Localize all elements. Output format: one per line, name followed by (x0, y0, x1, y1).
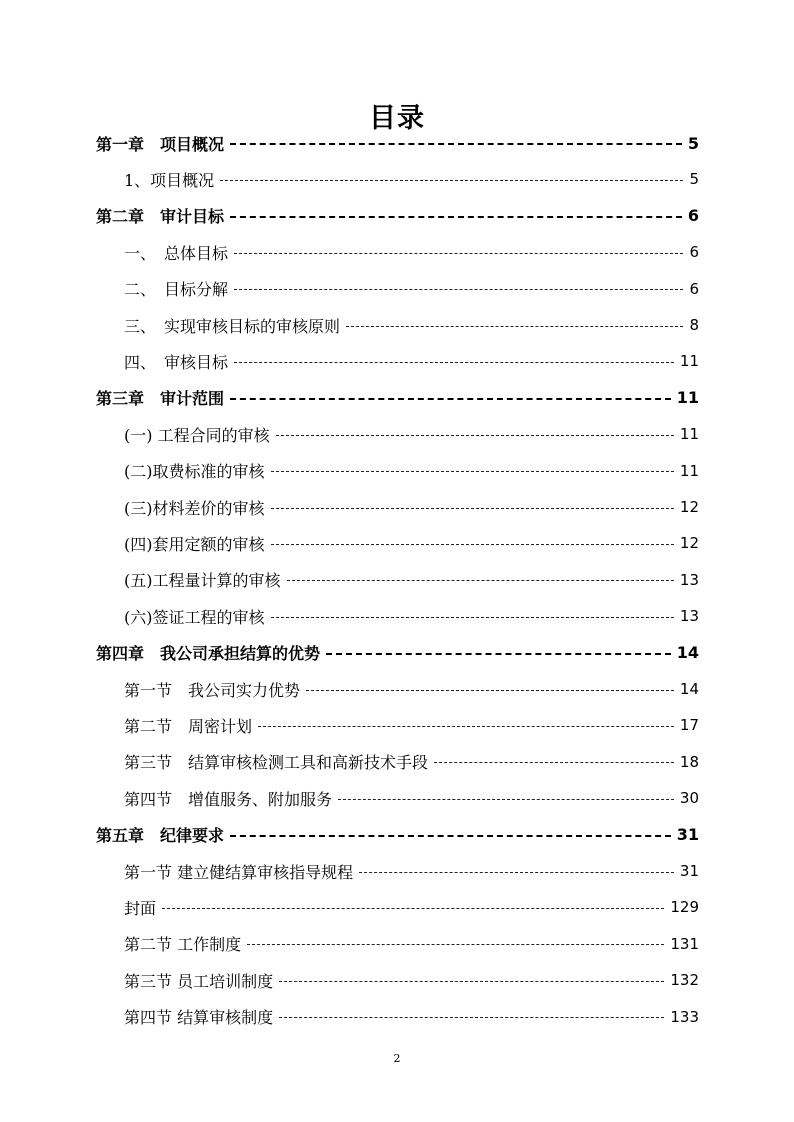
toc-section-entry[interactable] (124, 926, 699, 962)
toc-entry-label: 封面 (124, 898, 157, 918)
toc-entry-label: 第三节 结算审核检测工具和高新技术手段 (124, 753, 429, 773)
toc-entry-page-number: 6 (689, 279, 699, 298)
toc-dot-leader (434, 762, 674, 763)
toc-entry-page-number: 11 (679, 352, 699, 371)
toc-section-entry[interactable] (124, 234, 699, 270)
toc-dot-leader (306, 690, 674, 691)
toc-section-entry[interactable] (124, 744, 699, 780)
toc-dot-leader (287, 580, 674, 581)
toc-dot-leader (234, 362, 674, 363)
toc-entry-page-number: 12 (679, 534, 699, 553)
toc-section-entry[interactable] (124, 307, 699, 343)
toc-dot-leader (276, 435, 674, 436)
toc-entry-page-number: 129 (670, 898, 699, 917)
toc-entry-label: 第四节 增值服务、附加服务 (124, 789, 333, 809)
toc-entry-label: 第三章 审计范围 (96, 389, 225, 409)
toc-section-entry[interactable] (124, 707, 699, 743)
page-number: 2 (393, 1052, 401, 1065)
toc-dot-leader (234, 289, 683, 290)
page-title: 目录 (369, 103, 425, 134)
toc-dot-leader (234, 253, 683, 254)
toc-section-entry[interactable] (124, 999, 699, 1035)
toc-entry-page-number: 31 (679, 862, 699, 880)
toc-dot-leader (326, 653, 671, 655)
toc-section-entry[interactable] (124, 562, 699, 598)
toc-entry-page-number: 18 (679, 752, 699, 771)
toc-section-entry[interactable] (124, 671, 699, 707)
toc-dot-leader (230, 835, 671, 837)
toc-section-entry[interactable] (124, 343, 699, 379)
toc-dot-leader (338, 799, 674, 800)
toc-entry-label: 第五章 纪律要求 (96, 826, 225, 846)
toc-entry-page-number: 14 (679, 680, 699, 698)
toc-chapter-entry[interactable] (96, 125, 699, 161)
toc-entry-label: 第二章 审计目标 (96, 207, 225, 227)
toc-chapter-entry[interactable] (96, 198, 699, 234)
toc-dot-leader (230, 398, 671, 400)
toc-entry-label: 第一章 项目概况 (96, 134, 225, 154)
toc-entry-label: 第二节 周密计划 (124, 716, 253, 736)
toc-entry-page-number: 31 (676, 825, 699, 845)
toc-entry-label: 第三节 员工培训制度 (124, 971, 274, 991)
toc-entry-label: (一) 工程合同的审核 (124, 425, 270, 445)
toc-section-entry[interactable] (124, 598, 699, 634)
toc-dot-leader (258, 726, 674, 727)
toc-entry-label: (六)签证工程的审核 (124, 607, 265, 627)
toc-entry-page-number: 13 (679, 607, 699, 626)
toc-entry-page-number: 13 (679, 570, 699, 589)
toc-entry-page-number: 132 (670, 971, 699, 990)
toc-entry-page-number: 131 (670, 934, 699, 953)
toc-entry-page-number: 11 (679, 461, 699, 480)
toc-dot-leader (230, 143, 682, 145)
toc-entry-label: 1、项目概况 (124, 170, 215, 190)
toc-section-entry[interactable] (124, 416, 699, 452)
toc-entry-label: (五)工程量计算的审核 (124, 571, 281, 591)
toc-entry-label: 第四节 结算审核制度 (124, 1008, 274, 1028)
toc-entry-label: 三、 实现审核目标的审核原则 (124, 316, 341, 336)
toc-entry-page-number: 133 (670, 1007, 699, 1026)
toc-chapter-entry[interactable] (96, 817, 699, 853)
toc-dot-leader (279, 981, 664, 982)
toc-section-entry[interactable] (124, 889, 699, 925)
toc-dot-leader (271, 471, 674, 472)
toc-dot-leader (220, 180, 683, 181)
toc-dot-leader (346, 326, 683, 327)
toc-entry-page-number: 14 (676, 643, 699, 663)
toc-section-entry[interactable] (124, 780, 699, 816)
toc-entry-page-number: 8 (689, 316, 699, 334)
toc-entry-label: 第一节 我公司实力优势 (124, 680, 301, 700)
toc-entry-page-number: 11 (679, 425, 699, 444)
toc-entry-label: (四)套用定额的审核 (124, 534, 265, 554)
toc-dot-leader (271, 508, 674, 509)
toc-entry-label: 一、 总体目标 (124, 243, 229, 263)
toc-entry-label: 第二节 工作制度 (124, 935, 242, 955)
toc-entry-page-number: 6 (687, 206, 699, 226)
toc-section-entry[interactable] (124, 525, 699, 561)
toc-dot-leader (359, 872, 674, 873)
toc-entry-page-number: 30 (679, 789, 699, 808)
toc-section-entry[interactable] (124, 489, 699, 525)
toc-chapter-entry[interactable] (96, 635, 699, 671)
toc-dot-leader (271, 617, 674, 618)
toc-section-entry[interactable] (124, 161, 699, 197)
toc-entry-page-number: 5 (687, 133, 699, 153)
toc-entry-page-number: 6 (689, 243, 699, 262)
toc-dot-leader (162, 908, 664, 909)
toc-entry-label: 第四章 我公司承担结算的优势 (96, 644, 321, 664)
toc-section-entry[interactable] (124, 453, 699, 489)
toc-entry-page-number: 11 (676, 388, 699, 408)
toc-dot-leader (247, 944, 664, 945)
toc-entry-label: 第一节 建立健结算审核指导规程 (124, 862, 354, 882)
toc-entry-label: (二)取费标准的审核 (124, 462, 265, 482)
toc-chapter-entry[interactable] (96, 380, 699, 416)
toc-entry-page-number: 5 (689, 170, 699, 189)
toc-entry-page-number: 17 (679, 716, 699, 735)
toc-entry-page-number: 12 (679, 498, 699, 516)
toc-dot-leader (230, 216, 682, 218)
toc-section-entry[interactable] (124, 962, 699, 998)
toc-dot-leader (279, 1017, 664, 1018)
toc-section-entry[interactable] (124, 271, 699, 307)
toc-section-entry[interactable] (124, 853, 699, 889)
toc-dot-leader (271, 544, 674, 545)
toc-entry-label: (三)材料差价的审核 (124, 498, 265, 518)
toc-entry-label: 四、 审核目标 (124, 352, 229, 372)
toc-entry-label: 二、 目标分解 (124, 280, 229, 300)
